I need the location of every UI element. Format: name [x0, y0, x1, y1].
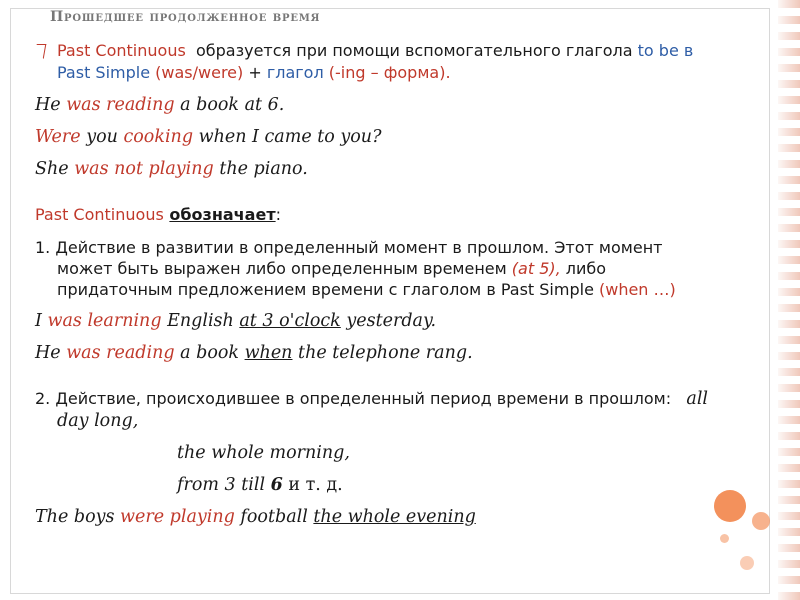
example-sentence: I was learning English at 3 o'clock yesterday.	[35, 311, 437, 331]
aux-verb: to be	[637, 41, 679, 60]
glagol-word: глагол	[266, 63, 324, 82]
was-were: (was/were)	[150, 63, 244, 82]
plus-sign: +	[243, 63, 267, 82]
ing-form: (-ing – форма).	[323, 63, 451, 82]
point-one: 1. Действие в развитии в определенный момент в прошлом. Этот момент может быть выражен либо определенным временем (at 5), либо придаточным предложением времени с глаголом в Past Simple (when …)	[35, 238, 676, 299]
past-simple-term: Past Simple	[57, 63, 151, 82]
example-sentence: The boys were playing football the whole evening	[35, 507, 476, 527]
decorative-circle	[740, 556, 754, 570]
period-example: the whole morning,	[177, 443, 350, 463]
example-sentence: He was reading a book when the telephone rang.	[35, 343, 473, 363]
term-past-continuous: Past Continuous	[57, 41, 186, 60]
example-sentence: He was reading a book at 6.	[35, 95, 285, 115]
example-sentence: She was not playing the piano.	[35, 159, 308, 179]
decorative-stripes-fade	[778, 0, 800, 600]
meaning-heading: Past Continuous обозначает:	[35, 205, 281, 224]
point-two: 2. Действие, происходившее в определенный период времени в прошлом: all day long,	[35, 389, 709, 431]
example-sentence: Were you cooking when I came to you?	[35, 127, 382, 147]
intro-bullet	[35, 40, 700, 84]
decorative-circle	[720, 534, 729, 543]
period-example: from 3 till 6 и т. д.	[177, 475, 343, 495]
decorative-circle	[714, 490, 746, 522]
slide-title: Прошедшее продолженное время	[50, 9, 321, 25]
intro-text: образуется при помощи вспомогательного глагола	[185, 41, 638, 60]
intro-preposition: в	[678, 41, 694, 60]
bullet-arrow-icon	[34, 44, 47, 59]
decorative-circle	[752, 512, 770, 530]
slide-content	[35, 40, 709, 528]
